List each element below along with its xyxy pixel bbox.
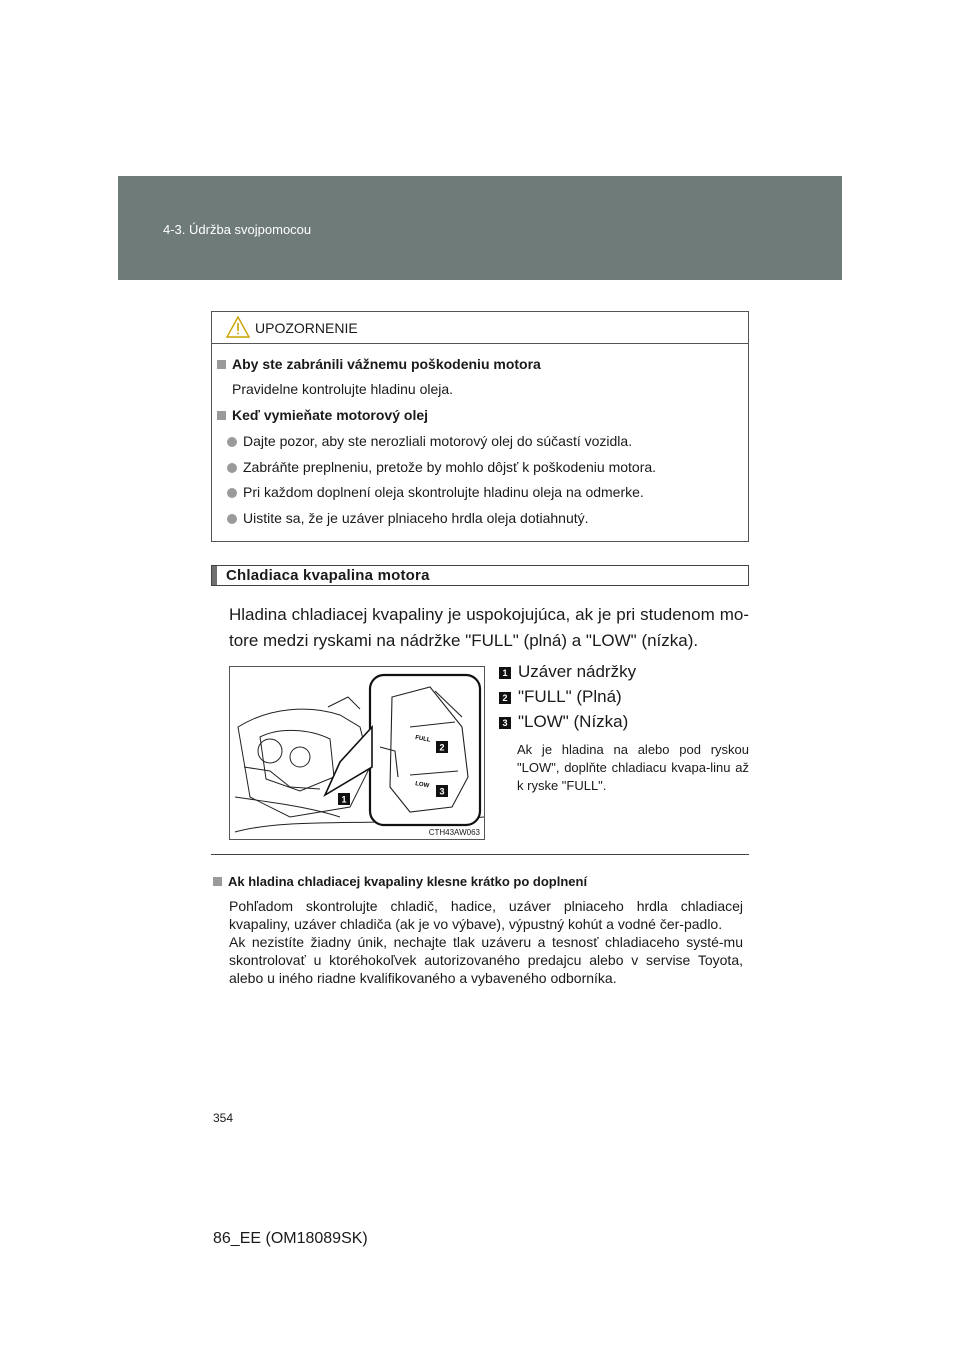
section-heading-bar — [212, 566, 217, 585]
subsection-paragraph-1: Pohľadom skontrolujte chladič, hadice, uzáver plniaceho hrdla chladiacej kvapaliny, uzáver chladiča (ak je vo výbave), výpustný kohút a vodné čer-padlo. — [229, 898, 743, 932]
engine-bay-illustration — [230, 667, 484, 839]
legend-item: 1 Uzáver nádržky — [499, 662, 636, 682]
subsection-heading: Ak hladina chladiacej kvapaliny klesne krátko po doplnení — [213, 874, 587, 889]
callout-3: 3 — [439, 786, 445, 797]
callout-2: 2 — [439, 742, 445, 753]
figure-code: CTH43AW063 — [428, 828, 480, 837]
section-intro: Hladina chladiacej kvapaliny je uspokojujúca, ak je pri studenom mo-tore medzi ryskami na nádržke "FULL" (plná) a "LOW" (nízka). — [229, 605, 749, 650]
square-bullet-icon — [213, 877, 222, 886]
warning-title: UPOZORNENIE — [255, 320, 358, 336]
section-title: Chladiaca kvapalina motora — [226, 567, 430, 584]
warning-item-1-text: Pravidelne kontrolujte hladinu oleja. — [232, 381, 454, 397]
round-bullet-icon — [227, 514, 237, 524]
warning-triangle-icon — [226, 316, 250, 338]
warning-header — [212, 312, 748, 344]
warning-bullet: Uistite sa, že je uzáver plniaceho hrdla oleja dotiahnutý. — [227, 510, 589, 526]
legend-number: 2 — [499, 692, 511, 704]
legend-number: 3 — [499, 717, 511, 729]
subsection-body — [229, 897, 743, 987]
divider — [211, 854, 749, 855]
round-bullet-icon — [227, 488, 237, 498]
warning-item-2-heading: Keď vymieňate motorový olej — [217, 407, 428, 423]
warning-box — [211, 311, 749, 542]
section-heading — [211, 565, 749, 586]
subsection-paragraph-2: Ak nezistíte žiadny únik, nechajte tlak uzáveru a tesnosť chladiaceho systé-mu skontrolovať u ktoréhokoľvek autorizovaného predajcu alebo v servise Toyota, alebo u iného riadne kvalifikovaného a vybaveného odborníka. — [229, 934, 743, 986]
warning-bullet: Pri každom doplnení oleja skontrolujte hladinu oleja na odmerke. — [227, 484, 644, 500]
figure-label-low: LOW — [414, 781, 430, 790]
warning-bullet: Dajte pozor, aby ste nerozliali motorový olej do súčastí vozidla. — [227, 433, 632, 449]
legend-number: 1 — [499, 667, 511, 679]
warning-bullet: Zabráňte preplneniu, pretože by mohlo dôjsť k poškodeniu motora. — [227, 459, 656, 475]
document-code: 86_EE (OM18089SK) — [213, 1230, 368, 1247]
round-bullet-icon — [227, 437, 237, 447]
square-bullet-icon — [217, 411, 226, 420]
square-bullet-icon — [217, 360, 226, 369]
legend-item: 3 "LOW" (Nízka) — [499, 712, 628, 732]
page-number: 354 — [213, 1111, 234, 1125]
engine-coolant-figure — [229, 666, 485, 840]
round-bullet-icon — [227, 463, 237, 473]
legend-item: 2 "FULL" (Plná) — [499, 687, 622, 707]
warning-item-1-heading: Aby ste zabránili vážnemu poškodeniu motora — [217, 356, 541, 372]
legend-note: Ak je hladina na alebo pod ryskou "LOW", doplňte chladiacu kvapa-linu až k ryske "FULL". — [517, 742, 749, 793]
section-breadcrumb: 4-3. Údržba svojpomocou — [163, 222, 312, 237]
figure-label-full: FULL — [414, 735, 431, 744]
callout-1: 1 — [341, 794, 347, 805]
